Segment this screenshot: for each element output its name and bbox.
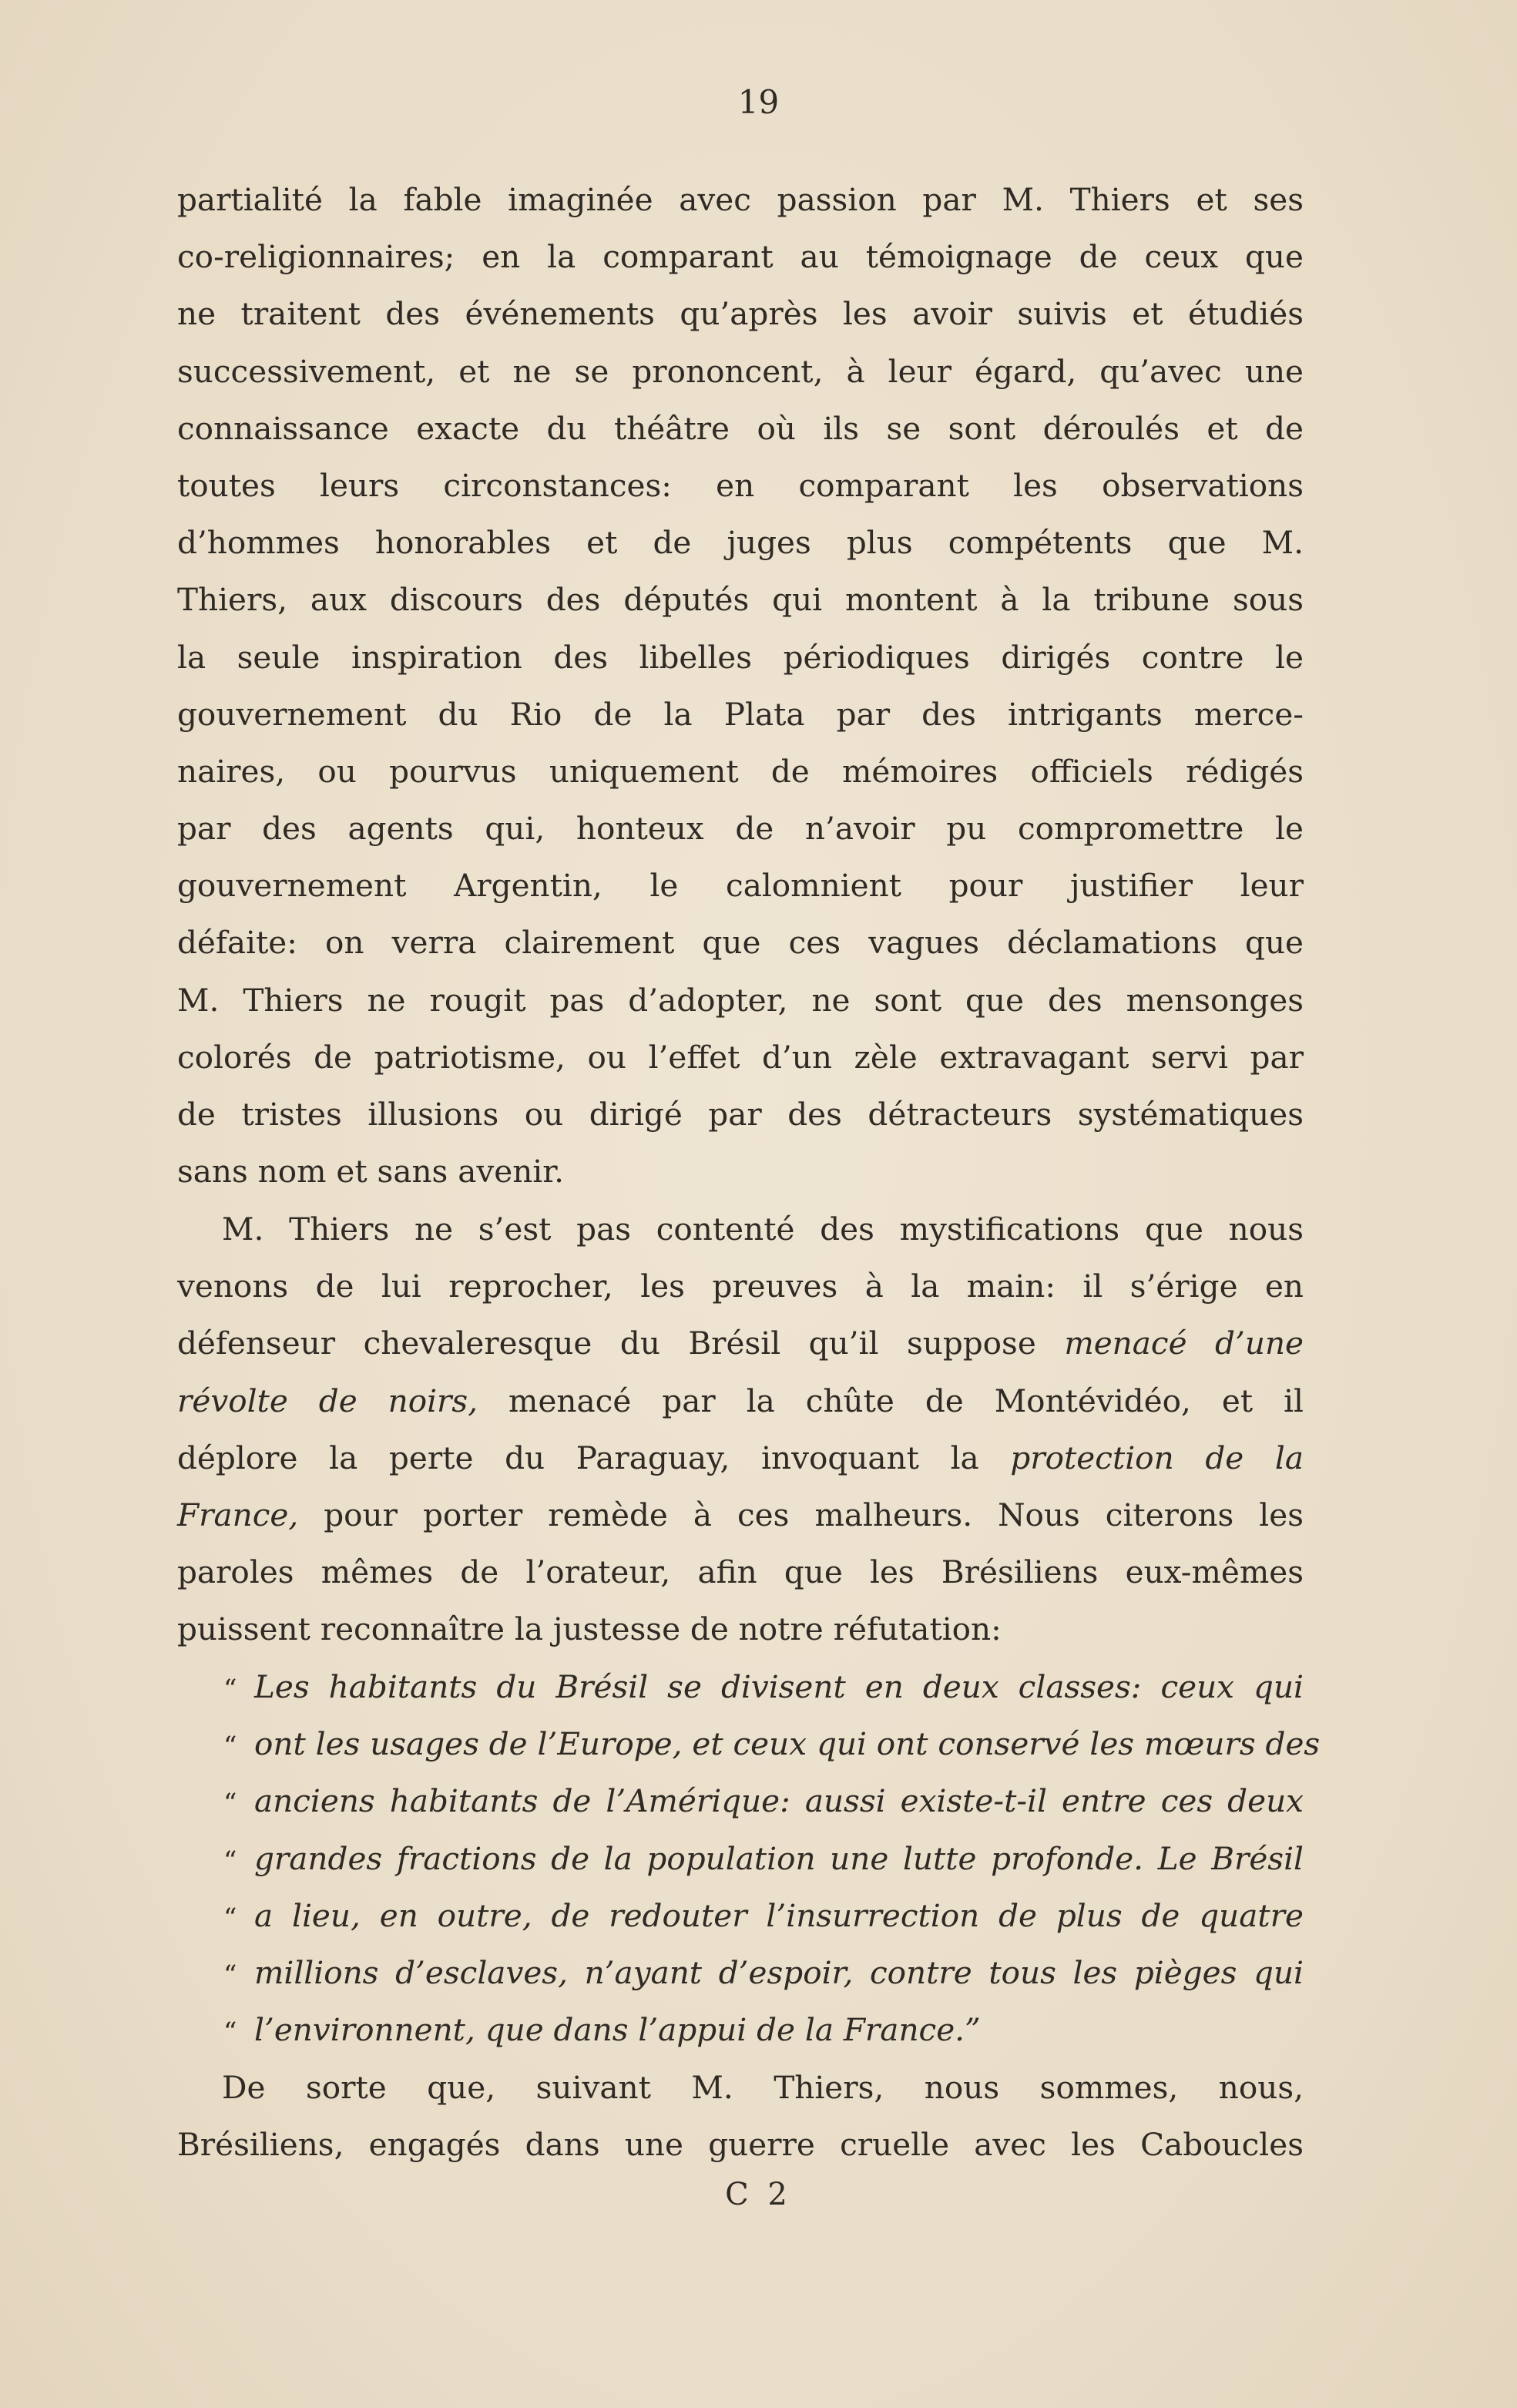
text-line: par des agents qui, honteux de n’avoir pu compromettre le	[177, 810, 1304, 848]
quote-line	[177, 1658, 1304, 1715]
text-line: de tristes illusions ou dirigé par des détracteurs systématiques	[177, 1096, 1304, 1133]
paragraph-2	[177, 1201, 1304, 1658]
text-line: Brésiliens, engagés dans une guerre cruelle avec les Caboucles	[177, 2126, 1304, 2164]
text-line: Thiers, aux discours des députés qui montent à la tribune sous	[177, 581, 1304, 619]
quote-line	[177, 1887, 1304, 1944]
text-line: connaissance exacte du théâtre où ils se sont déroulés et de	[177, 409, 1304, 447]
page-number: 19	[737, 83, 780, 121]
text-line: la seule inspiration des libelles périodiques dirigés contre le	[177, 638, 1304, 676]
text-line	[177, 1486, 1304, 1543]
quote-mark: “	[223, 1902, 237, 1933]
text-line: gouvernement Argentin, le calomnient pour justifier leur	[177, 867, 1304, 905]
quote-text: Les habitants du Brésil se divisent en deux classes: ceux qui	[254, 1668, 1304, 1705]
quote-line	[177, 1715, 1321, 1772]
quote-line	[177, 1772, 1304, 1829]
text-line: défaite: on verra clairement que ces vagues déclamations que	[177, 924, 1304, 962]
quote-text: l’environnent, que dans l’appui de la France.”	[254, 2011, 981, 2049]
text-line	[177, 1315, 1304, 1372]
text-line	[177, 1429, 1304, 1486]
quote-mark: “	[223, 1788, 237, 1819]
quote-line	[177, 1944, 1304, 2001]
quote-text: ont les usages de l’Europe, et ceux qui ont conservé les mœurs des	[254, 1725, 1321, 1763]
text-line	[177, 1372, 1304, 1429]
text-line: M. Thiers ne rougit pas d’adopter, ne sont que des mensonges	[177, 981, 1304, 1019]
paragraph-1	[177, 171, 1304, 1200]
text-run: pour porter remède à ces malheurs. Nous citerons les	[298, 1496, 1304, 1533]
italic-text-run: France,	[177, 1496, 299, 1533]
quote-line	[177, 1830, 1304, 1887]
text-line: De sorte que, suivant M. Thiers, nous sommes, nous,	[222, 2069, 1304, 2106]
italic-text-run: menacé d’une	[1064, 1325, 1304, 1362]
paragraph-3	[177, 2059, 1304, 2173]
text-line: paroles mêmes de l’orateur, afin que les Brésiliens eux-mêmes	[177, 1553, 1304, 1591]
quote-line	[177, 2001, 1304, 2058]
text-line: M. Thiers ne s’est pas contenté des mystifications que nous	[222, 1211, 1304, 1248]
quote-mark: “	[223, 1731, 237, 1762]
block-quote	[177, 1658, 1321, 2058]
text-line: naires, ou pourvus uniquement de mémoires officiels rédigés	[177, 752, 1304, 790]
text-line: sans nom et sans avenir.	[177, 1153, 565, 1191]
quote-text: a lieu, en outre, de redouter l’insurrection de plus de quatre	[254, 1896, 1304, 1934]
quote-mark: “	[223, 1845, 237, 1876]
text-run: menacé par la chûte de Montévidéo, et il	[478, 1382, 1304, 1419]
quote-text: grandes fractions de la population une lutte profonde. Le Brésil	[254, 1839, 1304, 1877]
quote-mark: “	[223, 2017, 237, 2048]
text-line: ne traitent des événements qu’après les avoir suivis et étudiés	[177, 295, 1304, 333]
text-line: venons de lui reprocher, les preuves à la main: il s’érige en	[177, 1268, 1304, 1305]
quote-mark: “	[223, 1674, 237, 1704]
text-run: défenseur chevaleresque du Brésil qu’il suppose	[177, 1325, 1065, 1362]
italic-text-run: révolte de noirs,	[177, 1382, 478, 1419]
text-line: partialité la fable imaginée avec passion par M. Thiers et ses	[177, 181, 1304, 218]
quote-text: anciens habitants de l’Amérique: aussi existe-t-il entre ces deux	[254, 1782, 1304, 1820]
text-line: colorés de patriotisme, ou l’effet d’un zèle extravagant servi par	[177, 1038, 1304, 1076]
text-line: d’hommes honorables et de juges plus compétents que M.	[177, 524, 1304, 562]
quote-mark: “	[223, 1959, 237, 1990]
text-line: gouvernement du Rio de la Plata par des intrigants merce-	[177, 695, 1304, 733]
signature-mark: C 2	[725, 2177, 792, 2212]
text-line: co-religionnaires; en la comparant au témoignage de ceux que	[177, 238, 1304, 276]
text-line: successivement, et ne se prononcent, à leur égard, qu’avec une	[177, 352, 1304, 390]
quote-text: millions d’esclaves, n’ayant d’espoir, contre tous les pièges qui	[254, 1953, 1304, 1991]
text-line: puissent reconnaître la justesse de notre réfutation:	[177, 1610, 1002, 1648]
text-line: toutes leurs circonstances: en comparant les observations	[177, 466, 1304, 504]
text-run: déplore la perte du Paraguay, invoquant la	[177, 1439, 1011, 1476]
italic-text-run: protection de la	[1010, 1439, 1304, 1476]
